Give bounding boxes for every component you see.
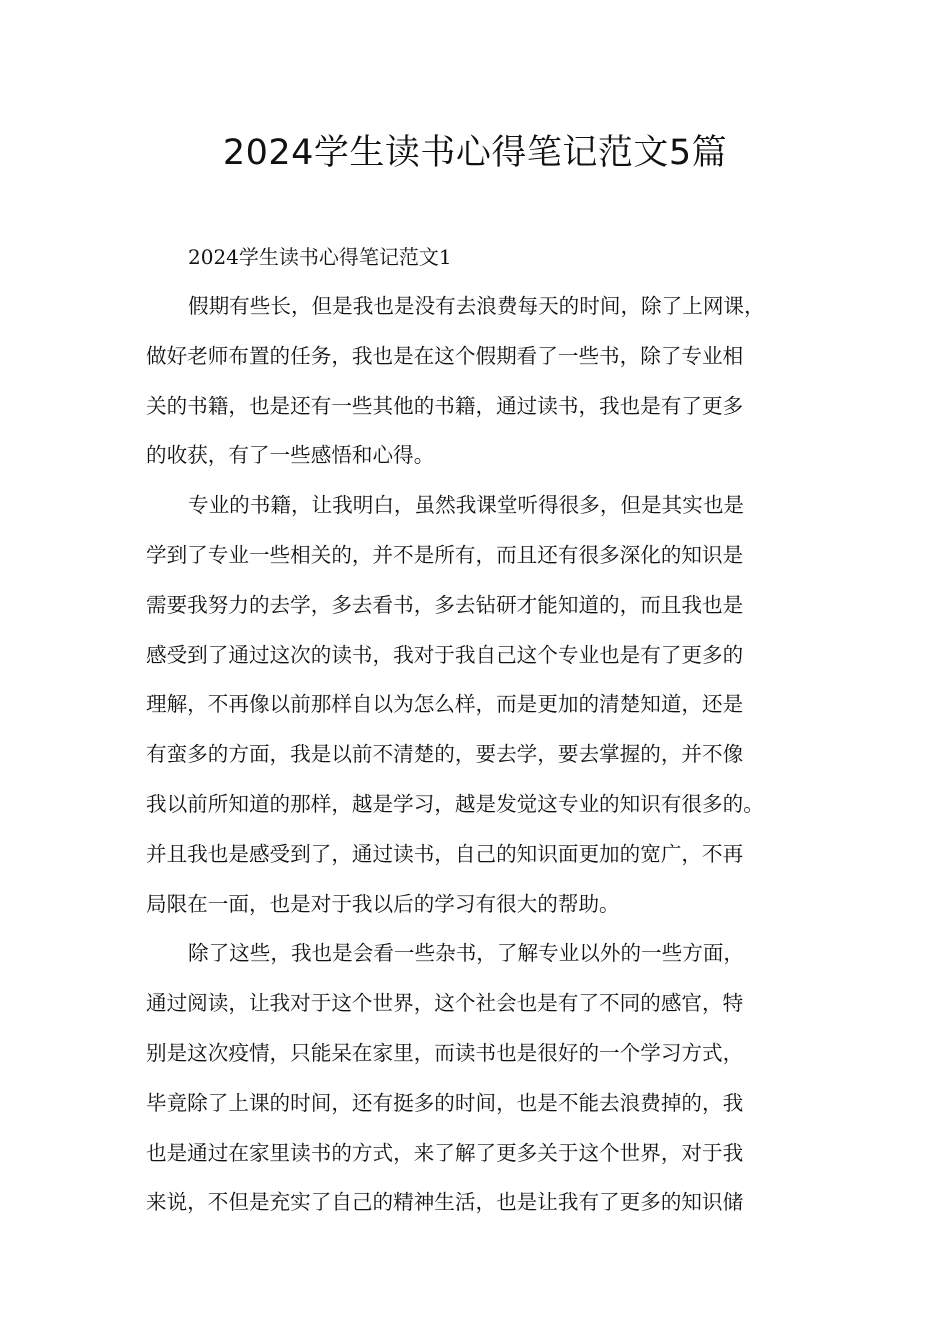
paragraph-line: 并且我也是感受到了，通过读书，自己的知识面更加的宽广，不再 — [146, 841, 744, 866]
paragraph-line: 我以前所知道的那样，越是学习，越是发觉这专业的知识有很多的。 — [146, 791, 764, 816]
paragraph-line: 局限在一面，也是对于我以后的学习有很大的帮助。 — [146, 891, 620, 916]
paragraph-1 — [146, 282, 818, 481]
paragraph-line: 专业的书籍，让我明白，虽然我课堂听得很多，但是其实也是 — [188, 493, 745, 518]
paragraph-line: 假期有些长，但是我也是没有去浪费每天的时间，除了上网课， — [188, 294, 765, 318]
paragraph-line: 别是这次疫情，只能呆在家里，而读书也是很好的一个学习方式， — [146, 1040, 744, 1065]
paragraph-3 — [146, 929, 818, 1228]
paragraph-line: 也是通过在家里读书的方式，来了解了更多关于这个世界，对于我 — [146, 1140, 744, 1165]
paragraph-line: 学到了专业一些相关的，并不是所有，而且还有很多深化的知识是 — [146, 542, 744, 567]
paragraph-2 — [146, 481, 818, 929]
paragraph-line: 关的书籍，也是还有一些其他的书籍，通过读书，我也是有了更多 — [146, 393, 744, 418]
paragraph-line: 有蛮多的方面，我是以前不清楚的，要去学，要去掌握的，并不像 — [146, 742, 744, 767]
paragraph-line: 的收获，有了一些感悟和心得。 — [146, 443, 435, 468]
paragraph-line: 来说，不但是充实了自己的精神生活，也是让我有了更多的知识储 — [146, 1190, 744, 1215]
paragraph-line: 毕竟除了上课的时间，还有挺多的时间，也是不能去浪费掉的，我 — [146, 1090, 744, 1115]
paragraph-line: 做好老师布置的任务，我也是在这个假期看了一些书，除了专业相 — [146, 343, 744, 368]
paragraph-line: 感受到了通过这次的读书，我对于我自己这个专业也是有了更多的 — [146, 642, 744, 667]
paragraph-line: 需要我努力的去学，多去看书，多去钻研才能知道的，而且我也是 — [146, 592, 744, 617]
paragraph-line: 理解，不再像以前那样自以为怎么样，而是更加的清楚知道，还是 — [146, 692, 744, 717]
document-body — [146, 232, 818, 1228]
document-title: 2024学生读书心得笔记范文5篇 — [222, 133, 728, 173]
paragraph-line: 通过阅读，让我对于这个世界，这个社会也是有了不同的感官，特 — [146, 991, 744, 1016]
section-heading: 2024学生读书心得笔记范文1 — [188, 245, 452, 269]
paragraph-line: 除了这些，我也是会看一些杂书，了解专业以外的一些方面， — [188, 941, 745, 966]
